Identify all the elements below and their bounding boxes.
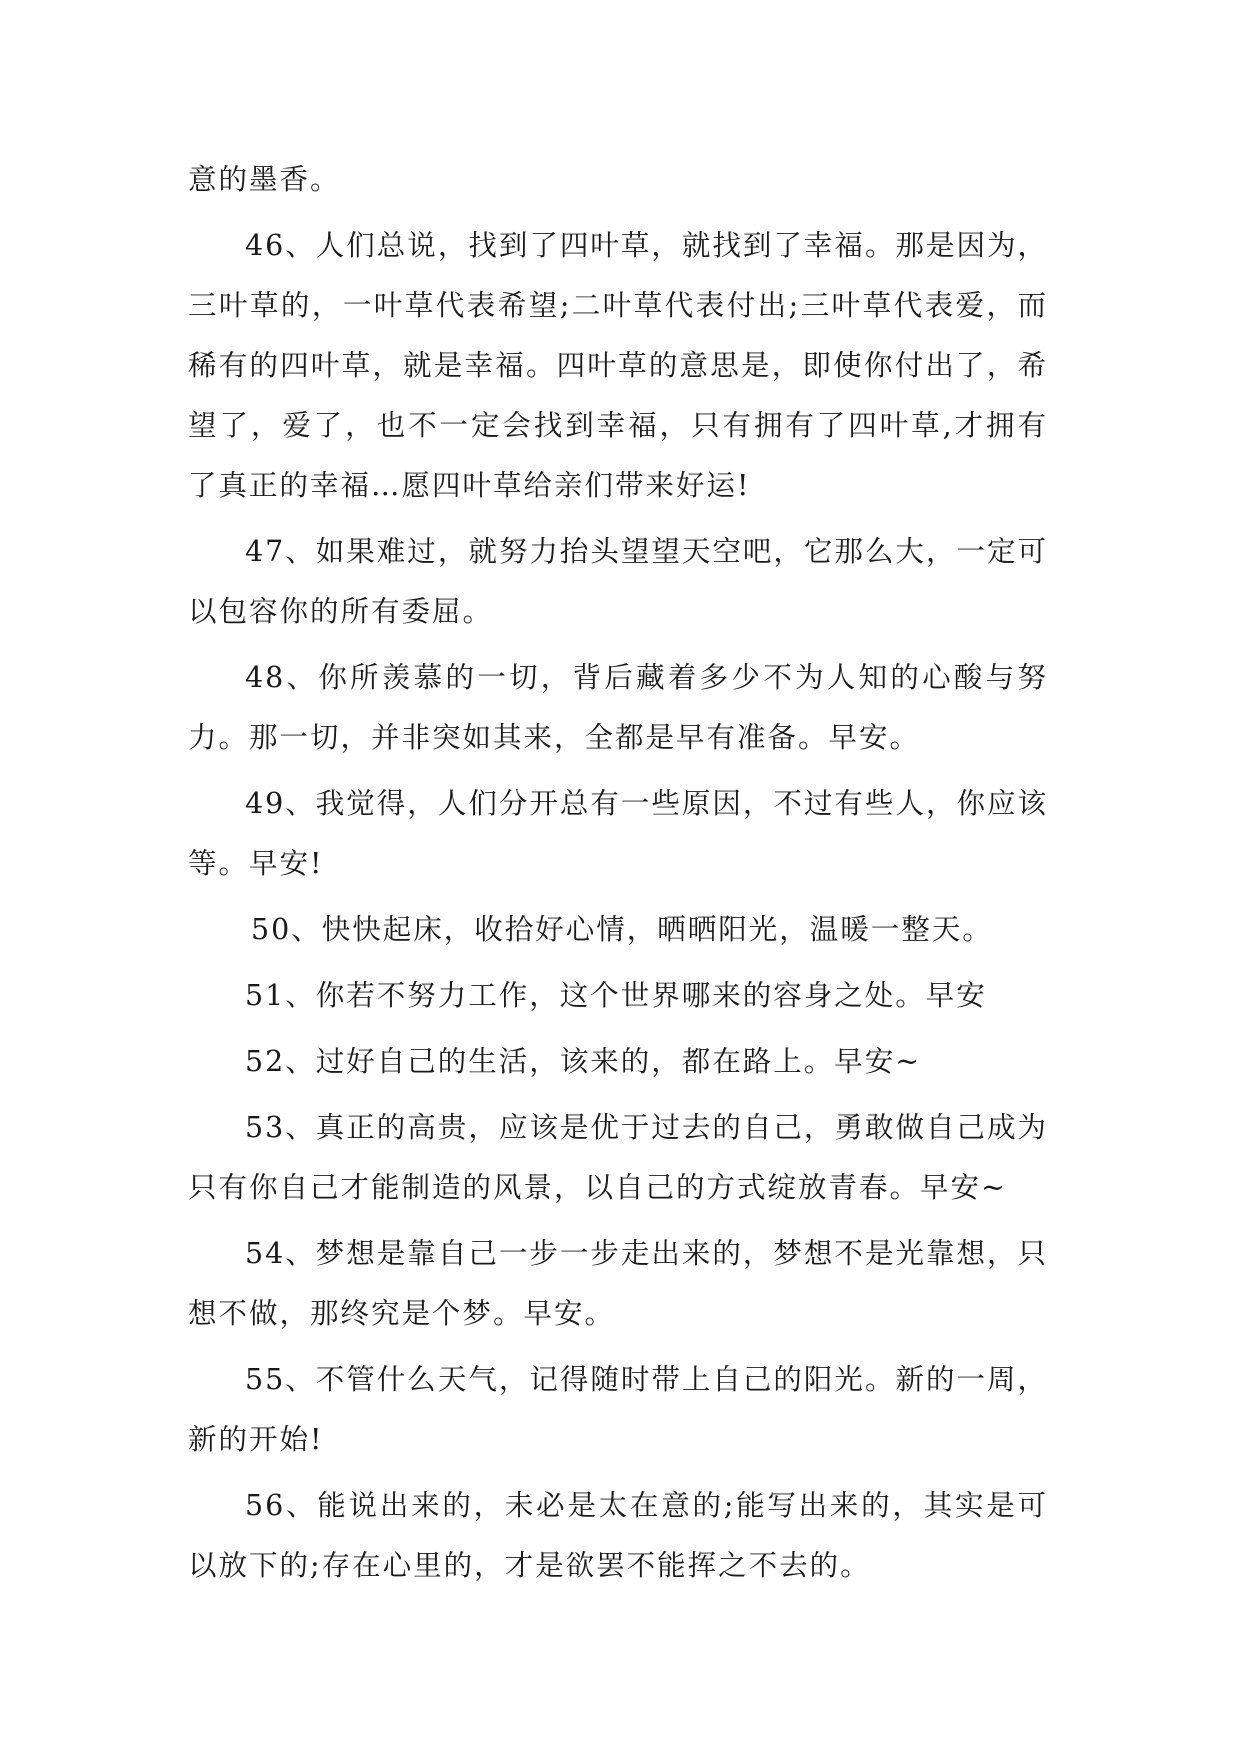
paragraph-56: 56、能说出来的，未必是太在意的;能写出来的，其实是可以放下的;存在心里的，才是欲罢不能挥之不去的。	[188, 1489, 1048, 1582]
paragraph-47: 47、如果难过，就努力抬头望望天空吧，它那么大，一定可以包容你的所有委屈。	[188, 535, 1048, 628]
body-text	[188, 150, 1048, 1602]
paragraph-51: 51、你若不努力工作，这个世界哪来的容身之处。早安	[245, 979, 987, 1012]
paragraph-46: 46、人们总说，找到了四叶草，就找到了幸福。那是因为，三叶草的，一叶草代表希望;二叶草代表付出;三叶草代表爱，而稀有的四叶草，就是幸福。四叶草的意思是，即使你付出了，希望了，爱了，也不一定会找到幸福，只有拥有了四叶草,才拥有了真正的幸福…愿四叶草给亲们带来好运!	[188, 229, 1048, 502]
paragraph-50: 50、快快起床，收拾好心情，晒晒阳光，温暖一整天。	[251, 913, 993, 946]
paragraph-55: 55、不管什么天气，记得随时带上自己的阳光。新的一周，新的开始!	[188, 1363, 1048, 1456]
paragraph-continuation: 意的墨香。	[188, 163, 341, 196]
paragraph-49: 49、我觉得，人们分开总有一些原因，不过有些人，你应该等。早安!	[188, 787, 1048, 880]
paragraph-54: 54、梦想是靠自己一步一步走出来的，梦想不是光靠想，只想不做，那终究是个梦。早安。	[188, 1237, 1048, 1330]
paragraph-53: 53、真正的高贵，应该是优于过去的自己，勇敢做自己成为只有你自己才能制造的风景，以自己的方式绽放青春。早安~	[188, 1111, 1048, 1204]
paragraph-48: 48、你所羡慕的一切，背后藏着多少不为人知的心酸与努力。那一切，并非突如其来，全都是早有准备。早安。	[188, 661, 1048, 754]
paragraph-52: 52、过好自己的生活，该来的，都在路上。早安~	[245, 1045, 922, 1078]
